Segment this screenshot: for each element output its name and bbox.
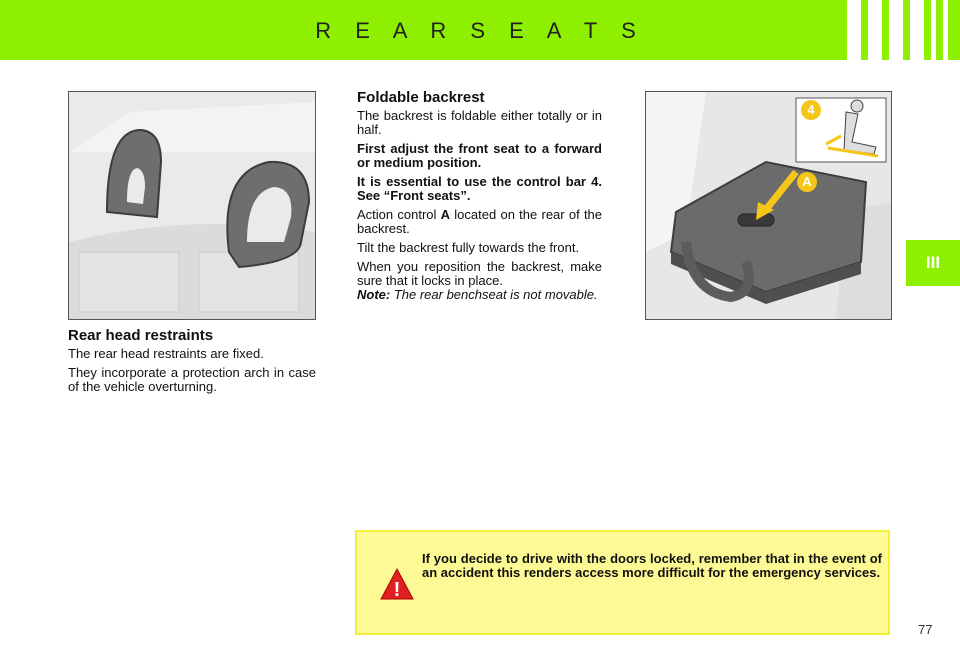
middle-column [357, 91, 602, 307]
middle-paragraph-bold: It is essential to use the control bar 4. See “Front seats”. [357, 174, 602, 203]
head-restraints-photo [68, 91, 316, 320]
header-stripes [847, 0, 948, 60]
action-control-text-rest: located on the rear of the backrest. [357, 207, 603, 236]
action-control-text: Action control [357, 207, 441, 222]
left-column [68, 329, 316, 399]
control-a-label: A [440, 207, 451, 222]
middle-paragraph-bold: First adjust the front seat to a forward or medium position. [357, 141, 602, 170]
badge-a: A [797, 172, 817, 192]
note-text: The rear benchseat is not movable. [390, 287, 598, 302]
page-number: 77 [918, 622, 933, 637]
middle-paragraph [357, 208, 602, 236]
warning-box [355, 530, 890, 635]
note-label: Note: [357, 287, 391, 302]
middle-paragraph: The backrest is foldable either totally or in half. [357, 108, 602, 137]
middle-paragraph: When you reposition the backrest, make sure that it locks in place. [357, 259, 602, 288]
chapter-tab: III [906, 240, 960, 286]
middle-paragraph: Tilt the backrest fully towards the front. [357, 240, 580, 255]
rear-head-restraints-heading: Rear head restraints [68, 327, 214, 344]
left-paragraph: The rear head restraints are fixed. [68, 346, 264, 361]
page-title: R E A R S E A T S [315, 18, 645, 43]
warning-icon-symbol: ! [393, 579, 401, 601]
page-header [0, 0, 960, 60]
warning-text: If you decide to drive with the doors locked, remember that in the event of an accident this renders access more difficult for the emergency services. [422, 551, 882, 580]
note-paragraph [357, 288, 602, 302]
warning-icon [379, 567, 415, 606]
left-paragraph: They incorporate a protection arch in case of the vehicle overturning. [68, 365, 316, 394]
foldable-backrest-heading: Foldable backrest [357, 89, 485, 106]
badge-4: 4 [801, 100, 821, 120]
folded-backrest-photo [645, 91, 892, 320]
